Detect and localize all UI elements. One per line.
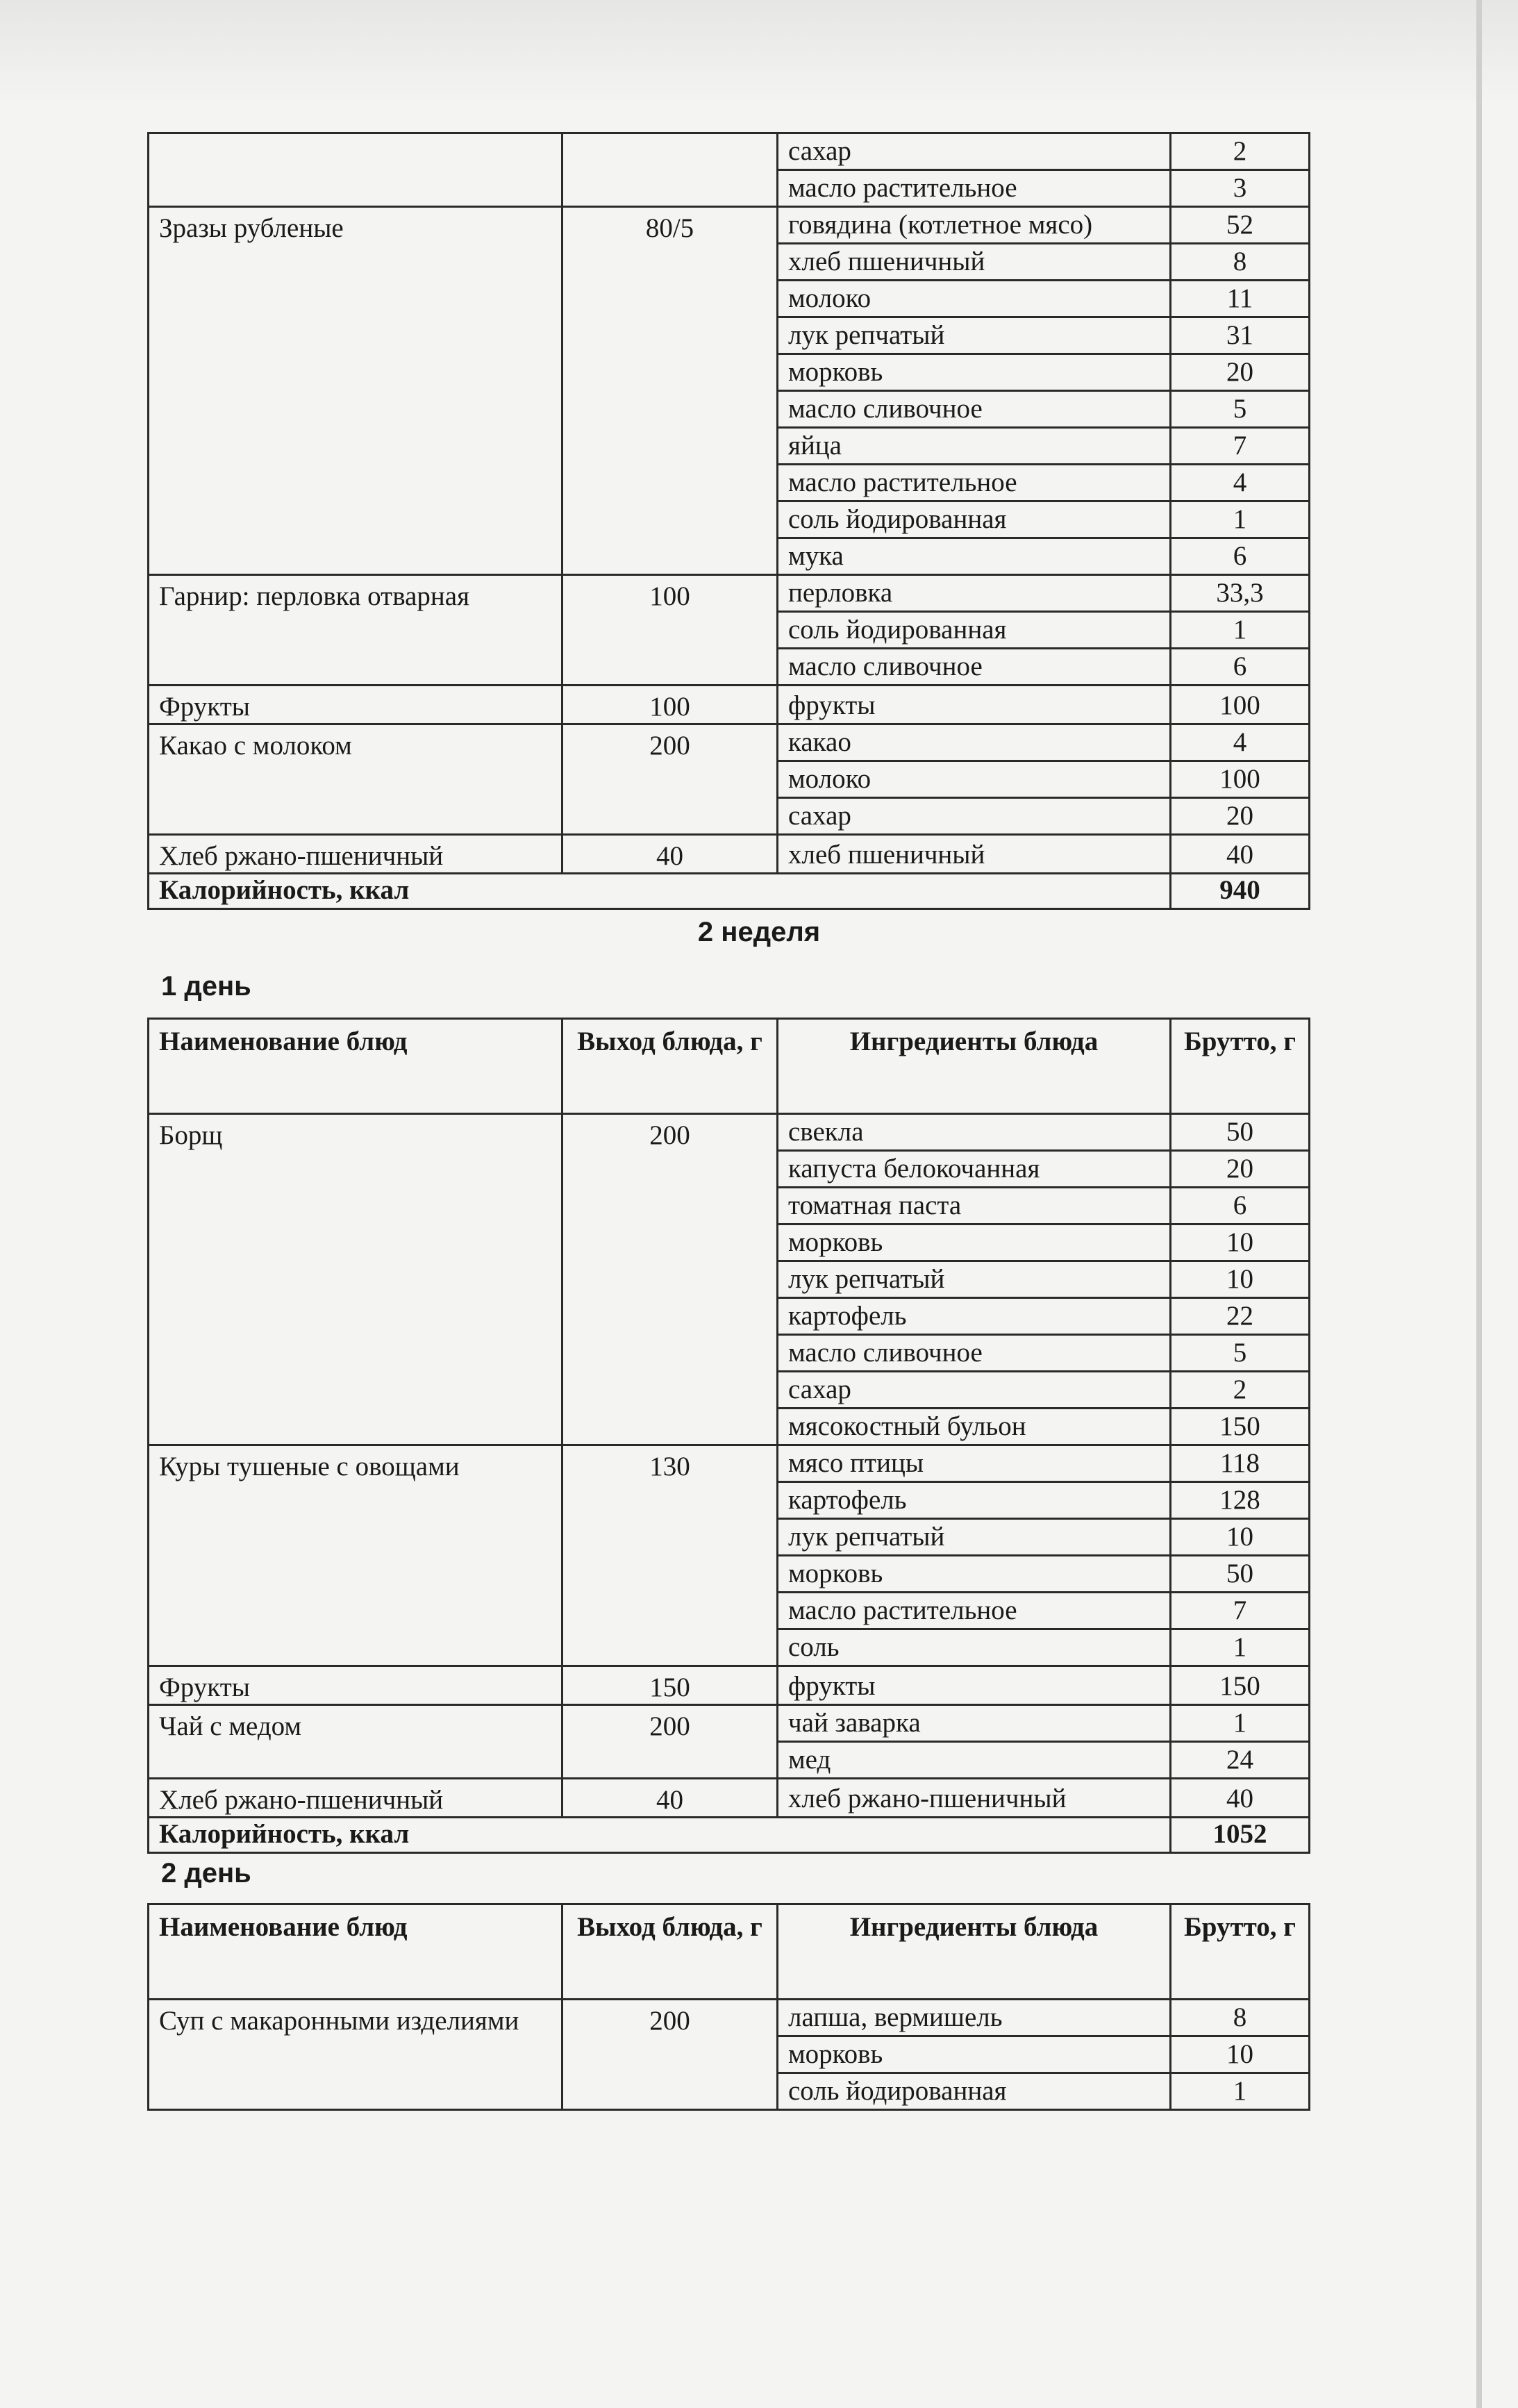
dish-name: Суп с макаронными изделиями: [149, 2000, 562, 2110]
total-label: Калорийность, ккал: [149, 1817, 1171, 1852]
table-row: [149, 686, 1310, 724]
dish-output: 150: [562, 1666, 778, 1705]
brutto-value: 6: [1171, 538, 1310, 575]
table-row: [149, 724, 1310, 761]
brutto-value: 20: [1171, 1151, 1310, 1188]
header-name: Наименование блюд: [149, 1904, 562, 2000]
ingredient: мед: [778, 1741, 1171, 1778]
dish-name: Борщ: [149, 1114, 562, 1445]
table-row: [149, 1666, 1310, 1705]
brutto-value: 4: [1171, 724, 1310, 761]
dish-output: 100: [562, 686, 778, 724]
week-heading: 2 неделя: [697, 917, 821, 947]
table-row: [149, 1704, 1310, 1741]
brutto-value: 33,3: [1171, 575, 1310, 612]
ingredient: хлеб пшеничный: [778, 834, 1171, 873]
ingredient: мука: [778, 538, 1171, 575]
ingredient: лук репчатый: [778, 317, 1171, 354]
header-output: Выход блюда, г: [562, 1904, 778, 2000]
table: [147, 1903, 1310, 2111]
ingredient: морковь: [778, 1556, 1171, 1593]
ingredient: картофель: [778, 1482, 1171, 1519]
dish-name: Гарнир: перловка отварная: [149, 575, 562, 686]
table-row: [149, 2000, 1310, 2036]
ingredient: масло растительное: [778, 1593, 1171, 1629]
dish-output: 130: [562, 1445, 778, 1666]
brutto-value: 10: [1171, 1224, 1310, 1261]
scan-shadow: [0, 0, 1518, 104]
menu-table-continued: [147, 132, 1308, 910]
header-row: [149, 1019, 1310, 1114]
brutto-value: 10: [1171, 2036, 1310, 2073]
ingredient: хлеб ржано-пшеничный: [778, 1778, 1171, 1817]
brutto-value: 8: [1171, 244, 1310, 281]
ingredient: томатная паста: [778, 1188, 1171, 1224]
day-heading: 1 день: [161, 971, 251, 1002]
ingredient: соль йодированная: [778, 2073, 1171, 2110]
brutto-value: 5: [1171, 1335, 1310, 1372]
brutto-value: 1: [1171, 1629, 1310, 1666]
ingredient: фрукты: [778, 1666, 1171, 1705]
brutto-value: 1: [1171, 1704, 1310, 1741]
ingredient: соль: [778, 1629, 1171, 1666]
brutto-value: 3: [1171, 170, 1310, 207]
ingredient: лук репчатый: [778, 1261, 1171, 1298]
dish-output: 200: [562, 1704, 778, 1778]
dish-name: Какао с молоком: [149, 724, 562, 834]
table-row: [149, 834, 1310, 873]
header-ingredients: Ингредиенты блюда: [778, 1904, 1171, 2000]
dish-name: Зразы рубленые: [149, 207, 562, 575]
ingredient: масло растительное: [778, 465, 1171, 501]
ingredient: капуста белокочанная: [778, 1151, 1171, 1188]
table-row: [149, 575, 1310, 612]
brutto-value: 100: [1171, 686, 1310, 724]
ingredient: картофель: [778, 1298, 1171, 1335]
dish-name: Фрукты: [149, 1666, 562, 1705]
brutto-value: 4: [1171, 465, 1310, 501]
brutto-value: 100: [1171, 761, 1310, 797]
brutto-value: 50: [1171, 1114, 1310, 1151]
brutto-value: 6: [1171, 649, 1310, 686]
ingredient: хлеб пшеничный: [778, 244, 1171, 281]
ingredient: чай заварка: [778, 1704, 1171, 1741]
brutto-value: 24: [1171, 1741, 1310, 1778]
table-row: [149, 133, 1310, 170]
ingredient: лапша, вермишель: [778, 2000, 1171, 2036]
brutto-value: 20: [1171, 354, 1310, 391]
header-name: Наименование блюд: [149, 1019, 562, 1114]
ingredient: морковь: [778, 354, 1171, 391]
brutto-value: 2: [1171, 1372, 1310, 1409]
dish-name: Хлеб ржано-пшеничный: [149, 834, 562, 873]
table: [147, 132, 1310, 910]
ingredient: какао: [778, 724, 1171, 761]
ingredient: яйца: [778, 428, 1171, 465]
total-label: Калорийность, ккал: [149, 873, 1171, 908]
header-row: [149, 1904, 1310, 2000]
dish-output: 80/5: [562, 207, 778, 575]
total-value: 940: [1171, 873, 1310, 908]
table: [147, 1018, 1310, 1854]
brutto-value: 31: [1171, 317, 1310, 354]
brutto-value: 2: [1171, 133, 1310, 170]
dish-output: 200: [562, 724, 778, 834]
ingredient: соль йодированная: [778, 612, 1171, 649]
dish-name: [149, 133, 562, 207]
brutto-value: 1: [1171, 612, 1310, 649]
total-value: 1052: [1171, 1817, 1310, 1852]
brutto-value: 8: [1171, 2000, 1310, 2036]
ingredient: масло сливочное: [778, 391, 1171, 428]
brutto-value: 150: [1171, 1666, 1310, 1705]
ingredient: фрукты: [778, 686, 1171, 724]
brutto-value: 40: [1171, 834, 1310, 873]
ingredient: мясо птицы: [778, 1445, 1171, 1482]
ingredient: масло растительное: [778, 170, 1171, 207]
table-row: [149, 1114, 1310, 1151]
brutto-value: 10: [1171, 1261, 1310, 1298]
table-row: [149, 207, 1310, 244]
brutto-value: 128: [1171, 1482, 1310, 1519]
ingredient: молоко: [778, 761, 1171, 797]
header-brutto: Брутто, г: [1171, 1904, 1310, 2000]
day1-table: [147, 1018, 1308, 1854]
brutto-value: 7: [1171, 1593, 1310, 1629]
brutto-value: 150: [1171, 1409, 1310, 1445]
dish-output: 40: [562, 834, 778, 873]
brutto-value: 1: [1171, 2073, 1310, 2110]
brutto-value: 50: [1171, 1556, 1310, 1593]
header-output: Выход блюда, г: [562, 1019, 778, 1114]
total-row: [149, 873, 1310, 908]
table-row: [149, 1445, 1310, 1482]
dish-output: 200: [562, 1114, 778, 1445]
ingredient: сахар: [778, 797, 1171, 834]
ingredient: сахар: [778, 1372, 1171, 1409]
dish-name: Чай с медом: [149, 1704, 562, 1778]
brutto-value: 10: [1171, 1519, 1310, 1556]
dish-name: Куры тушеные с овощами: [149, 1445, 562, 1666]
header-brutto: Брутто, г: [1171, 1019, 1310, 1114]
dish-output: [562, 133, 778, 207]
dish-name: Хлеб ржано-пшеничный: [149, 1778, 562, 1817]
ingredient: перловка: [778, 575, 1171, 612]
brutto-value: 40: [1171, 1778, 1310, 1817]
dish-name: Фрукты: [149, 686, 562, 724]
dish-output: 40: [562, 1778, 778, 1817]
scan-edge: [1476, 0, 1482, 2408]
ingredient: морковь: [778, 1224, 1171, 1261]
dish-output: 200: [562, 2000, 778, 2110]
ingredient: мясокостный бульон: [778, 1409, 1171, 1445]
ingredient: свекла: [778, 1114, 1171, 1151]
brutto-value: 22: [1171, 1298, 1310, 1335]
total-row: [149, 1817, 1310, 1852]
ingredient: масло сливочное: [778, 649, 1171, 686]
ingredient: соль йодированная: [778, 501, 1171, 538]
brutto-value: 6: [1171, 1188, 1310, 1224]
brutto-value: 118: [1171, 1445, 1310, 1482]
ingredient: молоко: [778, 281, 1171, 317]
ingredient: лук репчатый: [778, 1519, 1171, 1556]
ingredient: морковь: [778, 2036, 1171, 2073]
ingredient: масло сливочное: [778, 1335, 1171, 1372]
brutto-value: 5: [1171, 391, 1310, 428]
brutto-value: 7: [1171, 428, 1310, 465]
brutto-value: 20: [1171, 797, 1310, 834]
dish-output: 100: [562, 575, 778, 686]
brutto-value: 1: [1171, 501, 1310, 538]
day2-table: [147, 1903, 1308, 2111]
ingredient: говядина (котлетное мясо): [778, 207, 1171, 244]
header-ingredients: Ингредиенты блюда: [778, 1019, 1171, 1114]
day-heading: 2 день: [161, 1858, 251, 1888]
ingredient: сахар: [778, 133, 1171, 170]
brutto-value: 52: [1171, 207, 1310, 244]
table-row: [149, 1778, 1310, 1817]
brutto-value: 11: [1171, 281, 1310, 317]
